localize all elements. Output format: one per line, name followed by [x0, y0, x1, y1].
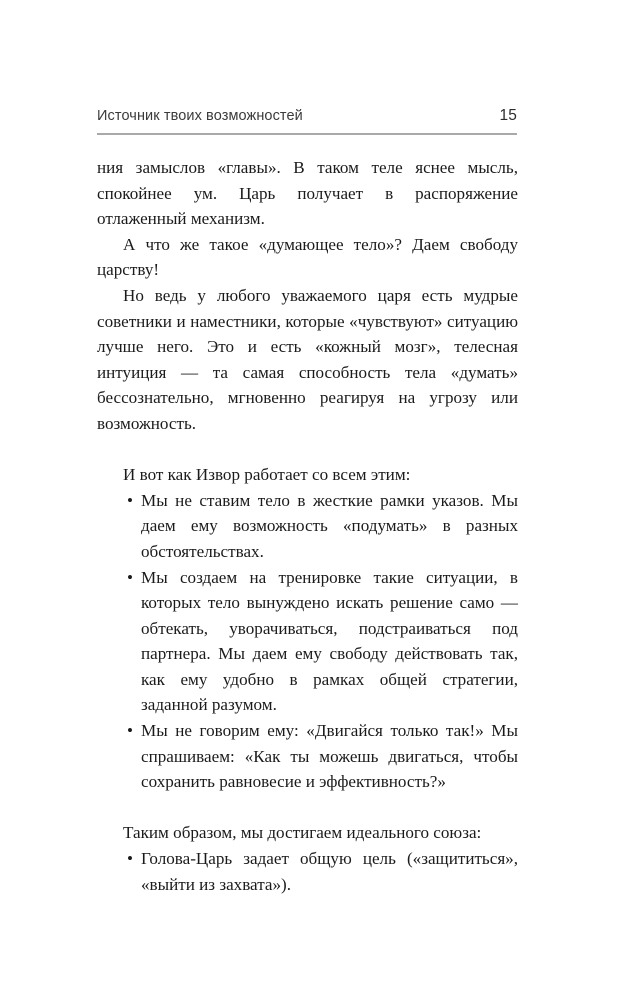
- list-item: [97, 488, 518, 565]
- bullet-list: [97, 846, 518, 897]
- list-item: [97, 718, 518, 795]
- list-item: [97, 565, 518, 719]
- list-item: [97, 846, 518, 897]
- running-head: [97, 107, 517, 125]
- text-block: [97, 155, 518, 897]
- list-intro: Таким образом, мы достигаем идеального союза:: [123, 823, 482, 843]
- paragraph: А что же такое «думающее тело»? Даем свободу царству!: [97, 234, 518, 280]
- bullet-icon: •: [127, 490, 133, 510]
- block-spacer: [97, 795, 518, 821]
- header-divider: [97, 133, 517, 135]
- bullet-icon: •: [127, 567, 133, 587]
- block-spacer: [97, 437, 518, 463]
- running-head-title: Источник твоих возможностей: [97, 108, 303, 124]
- list-intro: И вот как Извор работает со всем этим:: [123, 465, 411, 485]
- page-number: 15: [499, 107, 517, 124]
- list-item-text: Мы не говорим ему: «Двигайся только так!» Мы спрашиваем: «Как ты можешь двигаться, чтобы сохранить равновесие и эффективность?»: [141, 721, 518, 792]
- bullet-icon: •: [127, 721, 133, 741]
- bullet-list: [97, 488, 518, 795]
- list-item-text: Голова-Царь задает общую цель («защититься», «выйти из захвата»).: [141, 849, 518, 894]
- paragraph: ния замыслов «главы». В таком теле яснее мысль, спокойнее ум. Царь получает в распоряжение отлаженный механизм.: [97, 158, 518, 229]
- list-item-text: Мы создаем на тренировке такие ситуации, в которых тело вынуждено искать решение само — обтекать, уворачиваться, подстраиваться под партнера. Мы даем ему свободу действовать так, как ему удобно в рамках общей стратегии, заданной разумом.: [141, 567, 518, 715]
- bullet-icon: •: [127, 849, 133, 869]
- list-item-text: Мы не ставим тело в жесткие рамки указов. Мы даем ему возможность «подумать» в разных обстоятельствах.: [141, 490, 518, 561]
- paragraph: Но ведь у любого уважаемого царя есть мудрые советники и наместники, которые «чувствуют» ситуацию лучше него. Это и есть «кожный мозг», телесная интуиция — та самая способность тела «думать» бессознательно, мгновенно реагируя на угрозу или возможность.: [97, 285, 518, 433]
